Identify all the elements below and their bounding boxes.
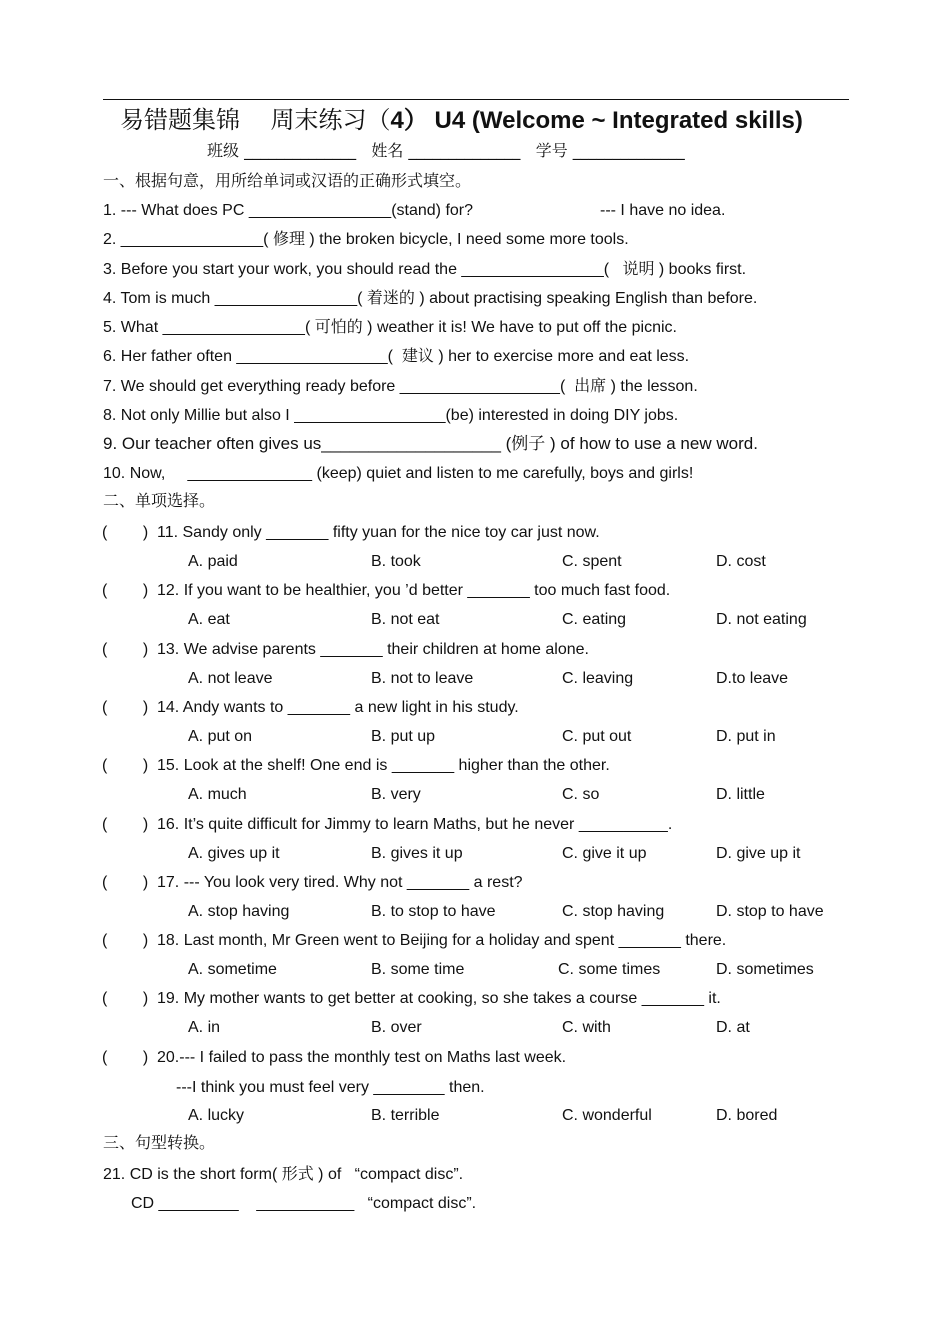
fill-question-7: 7. We should get everything ready before __________________( 出席 ) the lesson. <box>103 378 698 395</box>
choice-option-c[interactable]: C. stop having <box>562 903 665 920</box>
answer-bracket[interactable]: ( ) <box>102 1049 149 1066</box>
answer-bracket[interactable]: ( ) <box>102 816 149 833</box>
choice-option-d[interactable]: D. not eating <box>716 611 807 628</box>
fill-question-2: 2. ________________( 修理 ) the broken bicycle, I need some more tools. <box>103 231 629 248</box>
choice-option-c[interactable]: C. wonderful <box>562 1107 652 1124</box>
choice-option-c[interactable]: C. spent <box>562 553 622 570</box>
student-info-line: 班级 ______________ 姓名 ______________ 学号 ______________ <box>207 141 685 160</box>
choice-option-a[interactable]: A. paid <box>188 553 238 570</box>
choice-question-stem: 17. --- You look very tired. Why not _______ a rest? <box>157 874 523 891</box>
choice-option-b[interactable]: B. to stop to have <box>371 903 496 920</box>
choice-option-d[interactable]: D. little <box>716 786 765 803</box>
answer-bracket[interactable]: ( ) <box>102 932 149 949</box>
choice-question-stem: 18. Last month, Mr Green went to Beijing for a holiday and spent _______ there. <box>157 932 727 949</box>
choice-option-d[interactable]: D. stop to have <box>716 903 824 920</box>
choice-option-a[interactable]: A. stop having <box>188 903 290 920</box>
page-title: 易错题集锦 周末练习（4） U4 (Welcome ~ Integrated skills) <box>120 106 803 134</box>
fill-question-1: 1. --- What does PC ________________(stand) for? <box>103 202 474 219</box>
choice-option-c[interactable]: C. some times <box>558 961 661 978</box>
choice-option-c[interactable]: C. give it up <box>562 845 647 862</box>
choice-option-d[interactable]: D. put in <box>716 728 776 745</box>
top-rule <box>103 99 849 100</box>
answer-bracket[interactable]: ( ) <box>102 524 149 541</box>
choice-option-c[interactable]: C. put out <box>562 728 632 745</box>
choice-option-a[interactable]: A. much <box>188 786 247 803</box>
choice-option-a[interactable]: A. lucky <box>188 1107 245 1124</box>
answer-bracket[interactable]: ( ) <box>102 582 149 599</box>
choice-option-b[interactable]: B. terrible <box>371 1107 440 1124</box>
choice-option-b[interactable]: B. not to leave <box>371 670 474 687</box>
choice-question-stem: 15. Look at the shelf! One end is _______ higher than the other. <box>157 757 610 774</box>
choice-option-d[interactable]: D.to leave <box>716 670 789 687</box>
choice-option-d[interactable]: D. sometimes <box>716 961 814 978</box>
choice-option-b[interactable]: B. took <box>371 553 421 570</box>
choice-question-stem: 19. My mother wants to get better at cooking, so she takes a course _______ it. <box>157 990 721 1007</box>
choice-option-c[interactable]: C. leaving <box>562 670 634 687</box>
choice-option-a[interactable]: A. in <box>188 1019 221 1036</box>
choice-option-a[interactable]: A. not leave <box>188 670 273 687</box>
fill-question-4: 4. Tom is much ________________( 着迷的 ) about practising speaking English than before. <box>103 290 758 307</box>
fill-question-5: 5. What ________________( 可怕的 ) weather it is! We have to put off the picnic. <box>103 319 677 336</box>
choice-option-c[interactable]: C. with <box>562 1019 611 1036</box>
choice-question-stem: 16. It’s quite difficult for Jimmy to learn Maths, but he never __________. <box>157 816 673 833</box>
choice-question-stem: 11. Sandy only _______ fifty yuan for the nice toy car just now. <box>157 524 600 541</box>
fill-question-6: 6. Her father often _________________( 建议 ) her to exercise more and eat less. <box>103 348 690 365</box>
choice-option-b[interactable]: B. very <box>371 786 421 803</box>
choice-option-b[interactable]: B. gives it up <box>371 845 463 862</box>
answer-bracket[interactable]: ( ) <box>102 757 149 774</box>
choice-question-stem-line2: ---I think you must feel very ________ then. <box>176 1079 485 1096</box>
answer-bracket[interactable]: ( ) <box>102 874 149 891</box>
choice-question-stem: 13. We advise parents _______ their children at home alone. <box>157 641 589 658</box>
choice-option-d[interactable]: D. cost <box>716 553 766 570</box>
choice-option-a[interactable]: A. sometime <box>188 961 277 978</box>
choice-question-stem: 14. Andy wants to _______ a new light in his study. <box>157 699 519 716</box>
answer-bracket[interactable]: ( ) <box>102 641 149 658</box>
choice-option-b[interactable]: B. put up <box>371 728 436 745</box>
fill-question-1-reply: --- I have no idea. <box>600 202 726 219</box>
transform-question-21: 21. CD is the short form( 形式 ) of “compact disc”. <box>103 1166 464 1183</box>
choice-option-b[interactable]: B. some time <box>371 961 465 978</box>
choice-question-stem: 20.--- I failed to pass the monthly test on Maths last week. <box>157 1049 567 1066</box>
choice-option-a[interactable]: A. gives up it <box>188 845 280 862</box>
choice-option-a[interactable]: A. eat <box>188 611 230 628</box>
section1-heading: 一、根据句意，用所给单词或汉语的正确形式填空。 <box>103 171 472 190</box>
choice-option-d[interactable]: D. at <box>716 1019 750 1036</box>
choice-question-stem: 12. If you want to be healthier, you ’d better _______ too much fast food. <box>157 582 671 599</box>
choice-option-b[interactable]: B. not eat <box>371 611 440 628</box>
choice-option-d[interactable]: D. bored <box>716 1107 778 1124</box>
choice-option-c[interactable]: C. so <box>562 786 600 803</box>
choice-option-d[interactable]: D. give up it <box>716 845 801 862</box>
fill-question-3: 3. Before you start your work, you should read the ________________( 说明 ) books first. <box>103 261 747 278</box>
transform-question-21-blank: CD _________ ___________ “compact disc”. <box>131 1195 477 1212</box>
answer-bracket[interactable]: ( ) <box>102 699 149 716</box>
choice-option-a[interactable]: A. put on <box>188 728 253 745</box>
section2-heading: 二、单项选择。 <box>103 491 216 510</box>
answer-bracket[interactable]: ( ) <box>102 990 149 1007</box>
fill-question-10: 10. Now, ______________ (keep) quiet and listen to me carefully, boys and girls! <box>103 465 694 482</box>
choice-option-b[interactable]: B. over <box>371 1019 422 1036</box>
section3-heading: 三、句型转换。 <box>103 1133 216 1152</box>
fill-question-8: 8. Not only Millie but also I _________________(be) interested in doing DIY jobs. <box>103 407 679 424</box>
fill-question-9: 9. Our teacher often gives us___________________ (例子 ) of how to use a new word. <box>103 434 758 453</box>
choice-option-c[interactable]: C. eating <box>562 611 627 628</box>
